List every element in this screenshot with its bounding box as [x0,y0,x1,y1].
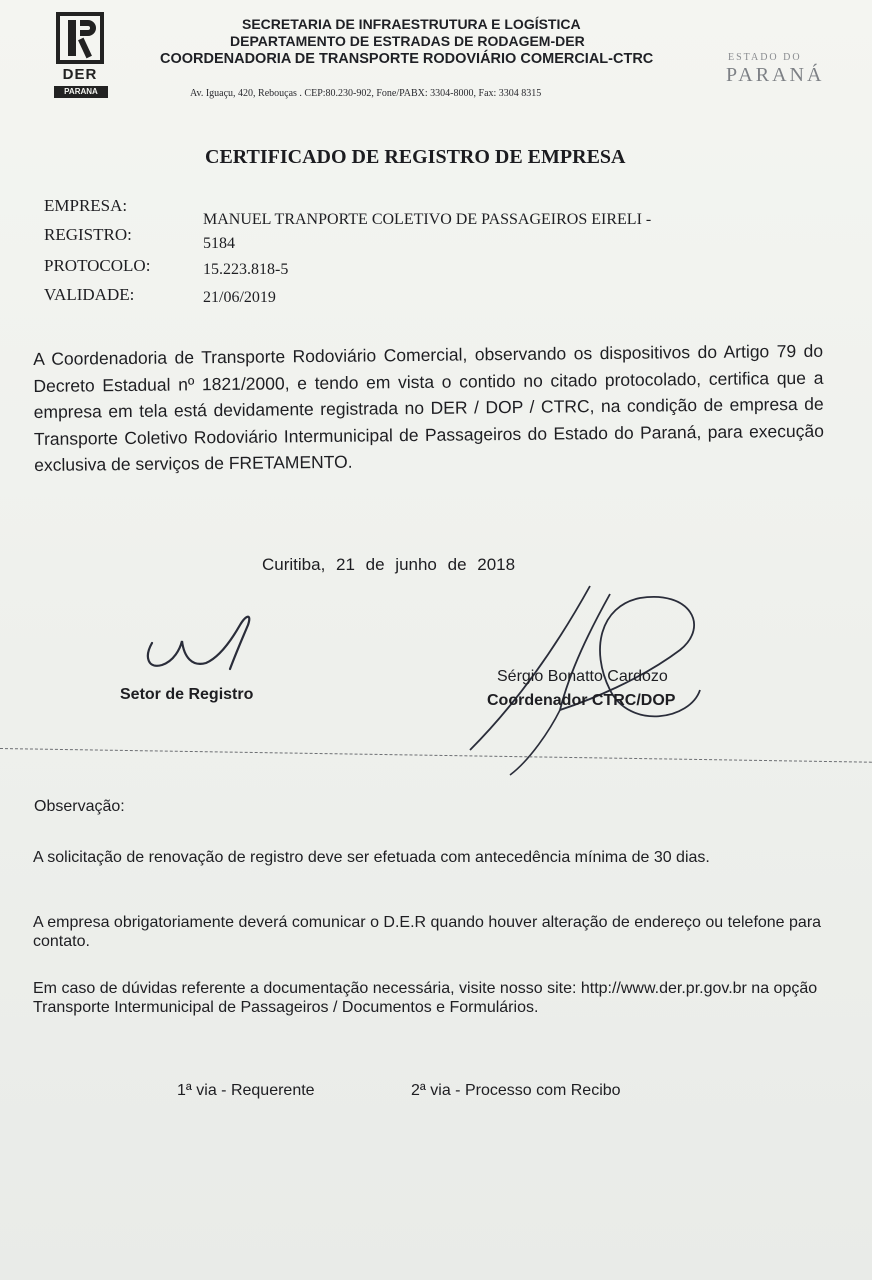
via-processo: 2ª via - Processo com Recibo [411,1082,621,1099]
registro-label: REGISTRO: [44,225,132,244]
empresa-label: EMPRESA: [44,196,128,215]
der-logo-text: DER [62,66,98,83]
via-requerente: 1ª via - Requerente [177,1082,315,1099]
protocolo-value: 15.223.818-5 [203,261,289,278]
empresa-value: MANUEL TRANPORTE COLETIVO DE PASSAGEIROS EIRELI - [203,211,652,228]
der-logo [50,8,112,98]
observacao-item-comunicar: A empresa obrigatoriamente deverá comunicar o D.E.R quando houver alteração de endereço ou telefone para contato. [33,914,822,950]
issue-date: Curitiba, 21 de junho de 2018 [262,555,516,574]
header-departamento: DEPARTAMENTO DE ESTRADAS DE RODAGEM-DER [230,33,585,49]
validade-value: 21/06/2019 [203,289,276,306]
protocolo-label: PROTOCOLO: [44,256,151,275]
observacao-item-duvidas: Em caso de dúvidas referente a documentação necessária, visite nosso site: http://www.der.pr.gov.br na opção Transporte Intermunicipal de Passageiros / Documentos e Formulários. [33,980,818,1016]
header-secretaria: SECRETARIA DE INFRAESTRUTURA E LOGÍSTICA [242,16,581,32]
der-logo-subtext: PARANA [54,86,108,98]
der-logo-mark-icon [56,12,104,64]
registro-value: 5184 [203,235,235,252]
signatory-role: Coordenador CTRC/DOP [487,692,676,709]
certificate-body: A Coordenadoria de Transporte Rodoviário Comercial, observando os dispositivos do Artigo 79 do Decreto Estadual nº 1821/2000, e tendo em vista o contido no citado protocolado, certifica que a empresa em tela está devidamente registrada no DER / DOP / CTRC, na condição de empresa de Transporte Coletivo Rodoviário Intermunicipal de Passageiros do Estado do Paraná, para execução exclusiva de serviços de FRETAMENTO. [33,340,825,475]
estado-label: ESTADO DO [728,52,802,63]
observacao-item-renovacao: A solicitação de renovação de registro deve ser efetuada com antecedência mínima de 30 dias. [33,849,710,866]
certificate-title: CERTIFICADO DE REGISTRO DE EMPRESA [205,146,626,168]
setor-registro-label: Setor de Registro [120,686,254,703]
observacao-heading: Observação: [34,798,125,815]
header-address: Av. Iguaçu, 420, Rebouças . CEP:80.230-902, Fone/PABX: 3304-8000, Fax: 3304 8315 [190,88,542,99]
parana-label: PARANÁ [726,64,825,86]
left-signature [140,605,270,685]
header-coordenadoria: COORDENADORIA DE TRANSPORTE RODOVIÁRIO COMERCIAL-CTRC [160,51,654,67]
section-divider [0,748,872,763]
validade-label: VALIDADE: [44,285,135,304]
signatory-name: Sérgio Bonatto Cardozo [497,668,668,685]
